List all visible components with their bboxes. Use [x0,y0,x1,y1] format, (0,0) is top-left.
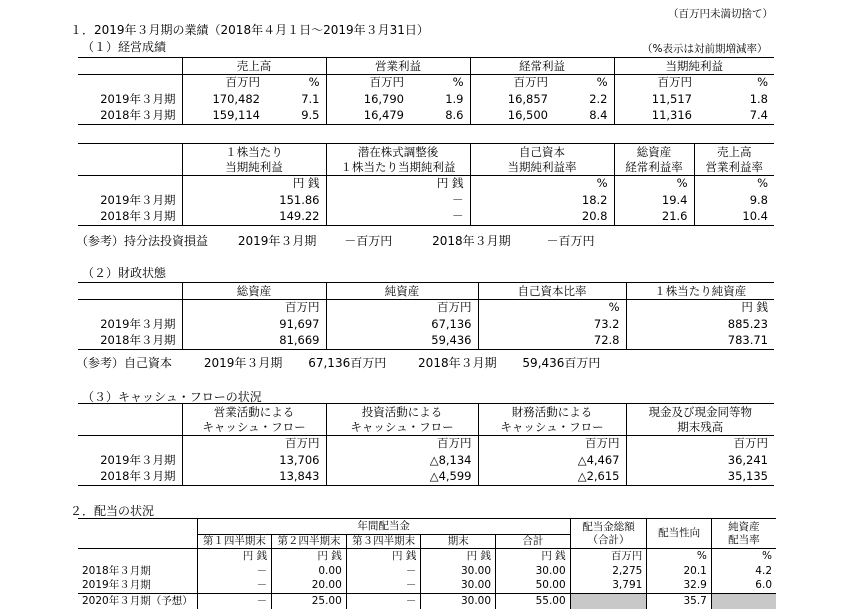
unit-cell: % [614,176,694,192]
header-roa: 総資産 経常利益率 [614,144,694,176]
per-share-table [78,143,774,226]
unit-cell: 円 銭 [421,549,496,564]
unit-cell: 百万円 [326,300,478,316]
value-cell: － [346,594,421,609]
value-cell: 21.6 [614,209,694,226]
value-cell: 0.00 [272,564,347,579]
row-label: 2020年３月期（予想） [82,594,193,607]
value-cell: △4,467 [478,452,626,469]
value-cell: 13,706 [182,452,326,469]
unit-cell: % [308,75,320,90]
ref-value: 67,136百万円 [308,356,387,370]
header-q1: 第１四半期末 [197,535,272,549]
header-financing-cf: 財務活動による キャッシュ・フロー [478,404,626,436]
value-cell: △2,615 [478,469,626,486]
value-cell: 1.8 [749,91,768,106]
row-label: 2018年３月期 [78,333,182,350]
value-cell: 35,135 [626,469,774,486]
unit-cell: 百万円 [614,75,698,91]
operating-results-table [78,57,774,125]
value-cell: 20.8 [470,209,614,226]
value-cell: 2,275 [570,564,647,579]
unit-cell: 百万円 [182,300,326,316]
value-cell: － [346,564,421,579]
header-year-end: 期末 [421,535,496,549]
value-cell: 30.00 [421,594,496,609]
value-cell: 30.00 [421,579,496,594]
value-cell [570,594,647,609]
value-cell: 91,697 [182,316,326,333]
header-dividend-on-equity: 純資産 配当率 [711,519,776,549]
ref-period: 2019年３月期 [203,356,283,370]
row-label: 2018年３月期 [82,564,151,577]
ref-period: 2019年３月期 [237,234,317,248]
row-label: 2019年３月期 [100,452,176,467]
unit-cell: % [694,176,774,192]
table-row [78,316,774,333]
cash-flow-heading: （３）キャッシュ・フローの状況 [82,390,262,404]
table-row [78,192,774,209]
value-cell: 81,669 [182,333,326,350]
value-cell: 170,482 [182,91,266,108]
ref-period: 2018年３月期 [432,234,511,248]
value-cell: 16,500 [470,108,554,125]
unit-cell: 円 銭 [197,549,272,564]
unit-cell: 百万円 [478,436,626,452]
header-investing-cf: 投資活動による キャッシュ・フロー [326,404,478,436]
row-label: 2019年３月期 [100,192,176,207]
table-row [78,594,776,609]
unit-cell: % [478,300,626,316]
unit-cell: % [711,549,776,564]
header-payout-ratio: 配当性向 [647,519,712,549]
value-cell: 159,114 [182,108,266,125]
header-q3: 第３四半期末 [346,535,421,549]
unit-cell: 円 銭 [182,176,326,192]
value-cell: 8.6 [410,108,470,125]
value-cell: 73.2 [478,316,626,333]
value-cell: 9.8 [694,192,774,209]
value-cell: △4,599 [326,469,478,486]
dividend-section-title: ２．配当の状況 [70,504,155,518]
table-row [78,579,776,594]
value-cell: 16,790 [326,91,410,108]
value-cell: 16,479 [326,108,410,125]
value-cell: 36,241 [626,452,774,469]
value-cell: － [197,564,272,579]
value-cell: － [197,594,272,609]
equity-method-ref [76,232,594,249]
table-row [78,333,774,350]
row-label: 2018年３月期 [78,469,182,486]
section1-title: １．2019年３月期の業績（2018年４月１日～2019年３月31日） [70,23,429,37]
row-label: 2019年３月期 [78,579,197,594]
financial-position-heading: （２）財政状態 [82,266,167,280]
header-equity-ratio: 自己資本比率 [478,283,626,300]
header-total: 合計 [496,535,571,549]
value-cell: 35.7 [647,594,712,609]
table-row [78,564,776,579]
unit-cell: 百万円 [626,436,774,452]
unit-cell: 百万円 [326,75,410,91]
table-row [78,469,774,486]
header-bps: １株当たり純資産 [626,283,774,300]
value-cell: 4.2 [711,564,776,579]
value-cell: 20.00 [272,579,347,594]
row-label: 2019年３月期 [100,316,176,331]
value-cell: 6.0 [711,579,776,594]
header-operating-cf: 営業活動による キャッシュ・フロー [182,404,326,436]
unit-cell: % [757,75,768,90]
unit-cell: 円 銭 [272,549,347,564]
value-cell: － [326,209,470,226]
table-row [78,209,774,226]
header-cash-ending: 現金及び現金同等物 期末残高 [626,404,774,436]
unit-cell: 百万円 [470,75,554,91]
value-cell: 32.9 [647,579,712,594]
unit-cell: 円 銭 [626,300,774,316]
unit-cell: % [470,176,614,192]
unit-cell: 円 銭 [326,176,470,192]
row-label: 2019年３月期 [100,91,176,106]
header-roe: 自己資本 当期純利益率 [470,144,614,176]
value-cell: 25.00 [272,594,347,609]
value-cell: 50.00 [496,579,571,594]
value-cell [711,594,776,609]
value-cell: 885.23 [626,316,774,333]
value-cell: 149.22 [182,209,326,226]
ref-value: －百万円 [344,234,393,248]
value-cell: 151.86 [182,192,326,209]
unit-cell: % [452,75,464,90]
value-cell: 783.71 [626,333,774,350]
cash-flow-table [78,403,774,486]
equity-ref [76,354,600,371]
table-row [78,452,774,469]
unit-cell: % [647,549,712,564]
unit-cell: 円 銭 [496,549,571,564]
value-cell: 13,843 [182,469,326,486]
value-cell: － [326,192,470,209]
header-annual-dividend: 年間配当金 [197,519,570,535]
percent-note: （%表示は対前期増減率） [642,43,768,55]
value-cell: 7.1 [301,91,320,106]
header-total-assets: 総資産 [182,283,326,300]
table-row [78,108,774,125]
header-operating-margin: 売上高 営業利益率 [694,144,774,176]
unit-note: （百万円未満切捨て） [668,8,773,20]
row-label: 2018年３月期 [78,108,182,125]
value-cell: △8,134 [326,452,478,469]
header-sales: 売上高 [182,58,326,75]
header-net-assets: 純資産 [326,283,478,300]
operating-results-heading: （１）経営成績 [82,40,167,54]
value-cell: 11,517 [614,91,698,108]
unit-cell: % [596,75,608,90]
header-eps: １株当たり 当期純利益 [182,144,326,176]
unit-cell: 百万円 [182,436,326,452]
header-diluted-eps: 潜在株式調整後 １株当たり当期純利益 [326,144,470,176]
value-cell: 18.2 [470,192,614,209]
value-cell: 72.8 [478,333,626,350]
value-cell: 9.5 [266,108,326,125]
financial-position-table [78,282,774,350]
value-cell: 30.00 [496,564,571,579]
value-cell: 67,136 [326,316,478,333]
table-row [78,91,774,108]
ref-period: 2018年３月期 [418,356,497,370]
value-cell: 55.00 [496,594,571,609]
value-cell: － [346,579,421,594]
header-total-dividend: 配当金総額 （合計） [570,519,647,549]
value-cell: 8.4 [554,108,614,125]
value-cell: 59,436 [326,333,478,350]
dividend-table [78,518,776,609]
value-cell: 2.2 [589,91,608,106]
header-operating-income: 営業利益 [326,58,470,75]
header-ordinary-income: 経常利益 [470,58,614,75]
header-net-income: 当期純利益 [614,58,774,75]
value-cell: 20.1 [647,564,712,579]
header-q2: 第２四半期末 [272,535,347,549]
value-cell: 30.00 [421,564,496,579]
ref-value: －百万円 [546,234,595,248]
ref-value: 59,436百万円 [522,356,601,370]
value-cell: 3,791 [570,579,647,594]
unit-cell: 百万円 [326,436,478,452]
value-cell: 1.9 [445,91,464,106]
unit-cell: 百万円 [570,549,647,564]
value-cell: 11,316 [614,108,698,125]
value-cell: 19.4 [614,192,694,209]
unit-cell: 百万円 [182,75,266,91]
ref-label: （参考）自己資本 [76,356,173,370]
value-cell: 16,857 [470,91,554,108]
value-cell: 10.4 [694,209,774,226]
ref-label: （参考）持分法投資損益 [76,234,209,248]
value-cell: － [197,579,272,594]
row-label: 2018年３月期 [78,209,182,226]
value-cell: 7.4 [698,108,774,125]
unit-cell: 円 銭 [346,549,421,564]
